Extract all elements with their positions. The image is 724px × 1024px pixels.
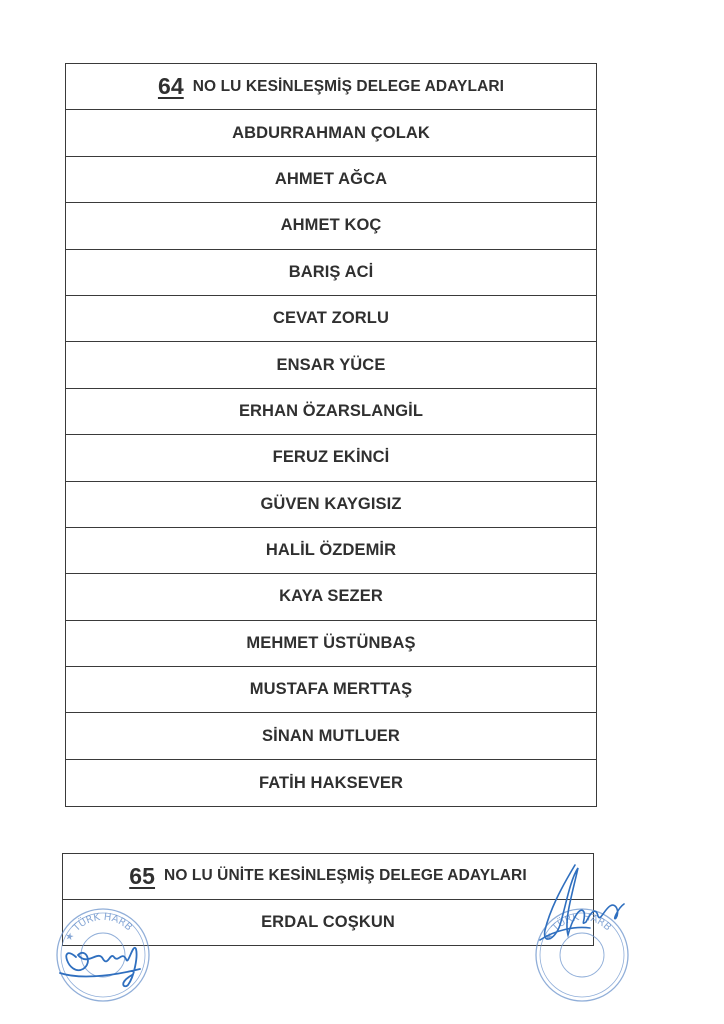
table-row: KAYA SEZER [66,574,596,620]
table-row: AHMET AĞCA [66,157,596,203]
official-stamp-right [520,860,650,1010]
table-row: ERHAN ÖZARSLANGİL [66,389,596,435]
table-row: HALİL ÖZDEMİR [66,528,596,574]
table-row: ABDURRAHMAN ÇOLAK [66,110,596,156]
table-row: ENSAR YÜCE [66,342,596,388]
official-stamp-left [48,897,163,1012]
table-row: AHMET KOÇ [66,203,596,249]
table-header [66,64,596,110]
table-row: CEVAT ZORLU [66,296,596,342]
list-number: 64 [157,73,184,100]
table-title: NO LU KESİNLEŞMİŞ DELEGE ADAYLARI [192,77,505,95]
stamp-text: ★ TÜRK HARB [63,911,135,944]
delegate-table-64 [65,63,597,807]
stamp-text: ★ TÜRK HARB [542,911,614,944]
list-number: 65 [129,862,156,889]
table-row: FATİH HAKSEVER [258,773,404,792]
table-row: SİNAN MUTLUER [66,713,596,759]
table-row: FERUZ EKİNCİ [66,435,596,481]
table-title: NO LU ÜNİTE KESİNLEŞMİŞ DELEGE ADAYLARI [164,867,527,885]
table-row: GÜVEN KAYGISIZ [66,482,596,528]
table-row: ERDAL COŞKUN [261,912,395,931]
table-row: BARIŞ ACİ [66,250,596,296]
table-row: MUSTAFA MERTTAŞ [66,667,596,713]
table-header [63,854,593,900]
table-row: MEHMET ÜSTÜNBAŞ [66,621,596,667]
signature [540,865,624,940]
signature [60,948,140,987]
